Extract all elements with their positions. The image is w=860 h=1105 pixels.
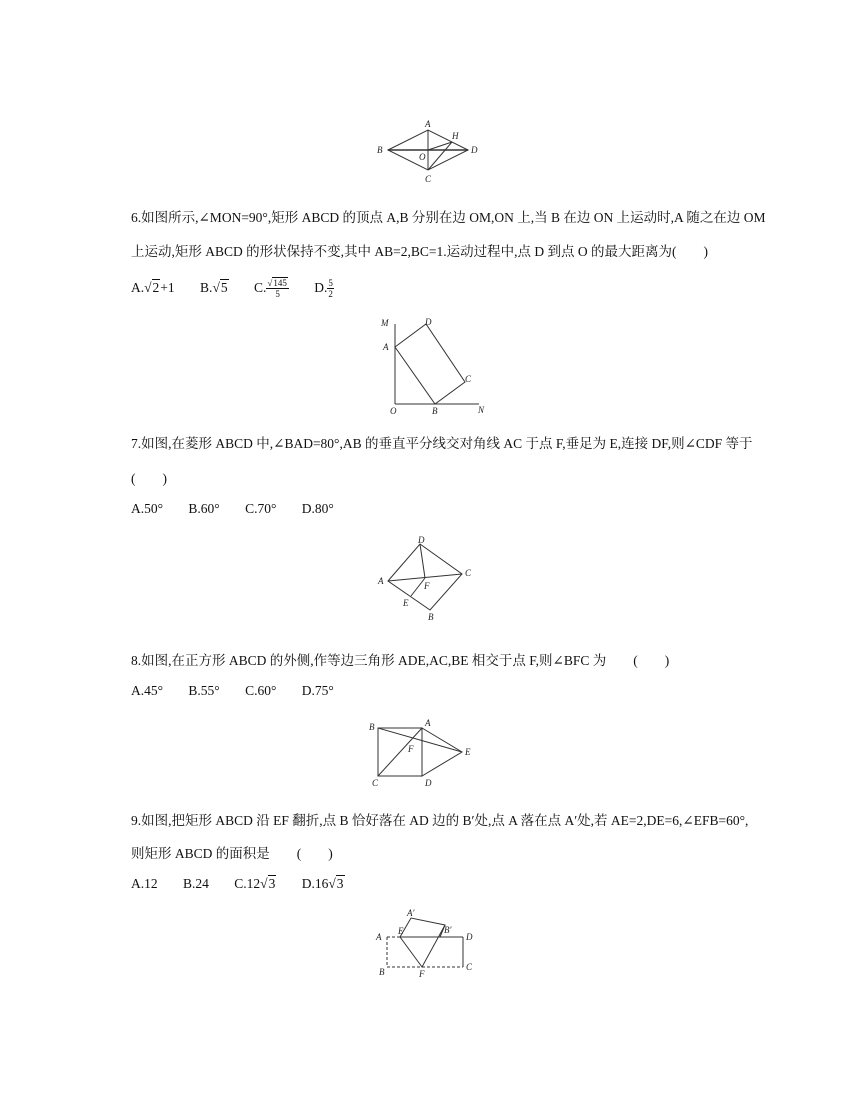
- label-N: N: [478, 405, 485, 415]
- label-A: A: [383, 342, 389, 352]
- label-F: F: [419, 969, 425, 979]
- rhombus-figure-q7: [372, 534, 482, 626]
- label-E: E: [465, 747, 471, 757]
- label-A: A: [425, 119, 431, 129]
- label-A: A: [425, 718, 431, 728]
- square-triangle-figure-q8: [364, 716, 484, 792]
- q9-option-d[interactable]: D.16√3: [301, 876, 344, 891]
- label-A: A: [376, 932, 382, 942]
- label-E: E: [403, 598, 409, 608]
- label-E: E: [398, 926, 404, 936]
- q7-stem-line1: 7.如图,在菱形 ABCD 中,∠BAD=80°,AB 的垂直平分线交对角线 AC 于点 F,垂足为 E,连接 DF,则∠CDF 等于: [131, 436, 753, 451]
- q7-option-c[interactable]: C.70°: [245, 501, 277, 516]
- q7-stem-line2: ( ): [131, 471, 167, 486]
- q9-options: [131, 876, 367, 892]
- q8-stem-line1: 8.如图,在正方形 ABCD 的外侧,作等边三角形 ADE,AC,BE 相交于点 F,则∠BFC 为 ( ): [131, 653, 670, 668]
- label-F: F: [424, 581, 430, 591]
- label-D: D: [466, 932, 473, 942]
- q7-option-b[interactable]: B.60°: [188, 501, 220, 516]
- label-B: B: [369, 722, 375, 732]
- q7-option-d[interactable]: D.80°: [301, 501, 334, 516]
- label-D: D: [425, 317, 432, 327]
- q6-option-d[interactable]: D. $\frac{5}{2}$: [314, 278, 333, 299]
- q8-options: [131, 683, 356, 699]
- label-C: C: [425, 174, 432, 184]
- label-H: H: [452, 131, 459, 141]
- q8-option-d[interactable]: D.75°: [301, 683, 334, 698]
- rectangle-in-angle-figure-q6: [375, 312, 495, 416]
- label-F: F: [408, 744, 414, 754]
- label-O: O: [419, 152, 426, 162]
- label-C: C: [465, 568, 472, 578]
- q7-options: [131, 501, 356, 517]
- q6-option-a[interactable]: A.√2+1: [131, 279, 175, 295]
- label-B: B: [432, 406, 438, 416]
- q8-option-a[interactable]: A.45°: [131, 683, 164, 698]
- q8-option-c[interactable]: C.60°: [245, 683, 277, 698]
- q9-stem-line2: 则矩形 ABCD 的面积是 ( ): [131, 846, 333, 861]
- label-C: C: [372, 778, 379, 788]
- label-D: D: [425, 778, 432, 788]
- q9-option-a[interactable]: A.12: [131, 876, 158, 891]
- label-C: C: [465, 374, 472, 384]
- label-A: A: [378, 576, 384, 586]
- q9-stem-line1: 9.如图,把矩形 ABCD 沿 EF 翻折,点 B 恰好落在 AD 边的 B′处,点 A 落在点 A′处,若 AE=2,DE=6,∠EFB=60°,: [131, 813, 749, 828]
- q7-option-a[interactable]: A.50°: [131, 501, 164, 516]
- folded-rectangle-figure-q9: [370, 904, 485, 982]
- label-B: B: [377, 145, 383, 155]
- rhombus-figure-q5: [370, 118, 490, 186]
- q9-option-c[interactable]: C.12√3: [234, 876, 276, 891]
- label-A-prime: A′: [407, 908, 415, 918]
- label-O: O: [390, 406, 397, 416]
- label-D: D: [418, 535, 425, 545]
- q6-stem-line1: 6.如图所示,∠MON=90°,矩形 ABCD 的顶点 A,B 分别在边 OM,ON 上,当 B 在边 ON 上运动时,A 随之在边 OM: [131, 210, 766, 225]
- q6-stem-line2: 上运动,矩形 ABCD 的形状保持不变,其中 AB=2,BC=1.运动过程中,点 D 到点 O 的最大距离为( ): [131, 244, 708, 259]
- label-M: M: [381, 318, 389, 328]
- q6-options: [131, 278, 356, 299]
- label-B-prime: B′: [444, 925, 452, 935]
- q9-option-b[interactable]: B.24: [183, 876, 209, 891]
- q6-option-b[interactable]: B.√5: [200, 279, 228, 295]
- q8-option-b[interactable]: B.55°: [188, 683, 220, 698]
- q6-option-c[interactable]: C. $\frac{√145}{5}$: [253, 278, 287, 299]
- label-C: C: [466, 962, 473, 972]
- label-D: D: [471, 145, 478, 155]
- label-B: B: [428, 612, 434, 622]
- label-B: B: [379, 967, 385, 977]
